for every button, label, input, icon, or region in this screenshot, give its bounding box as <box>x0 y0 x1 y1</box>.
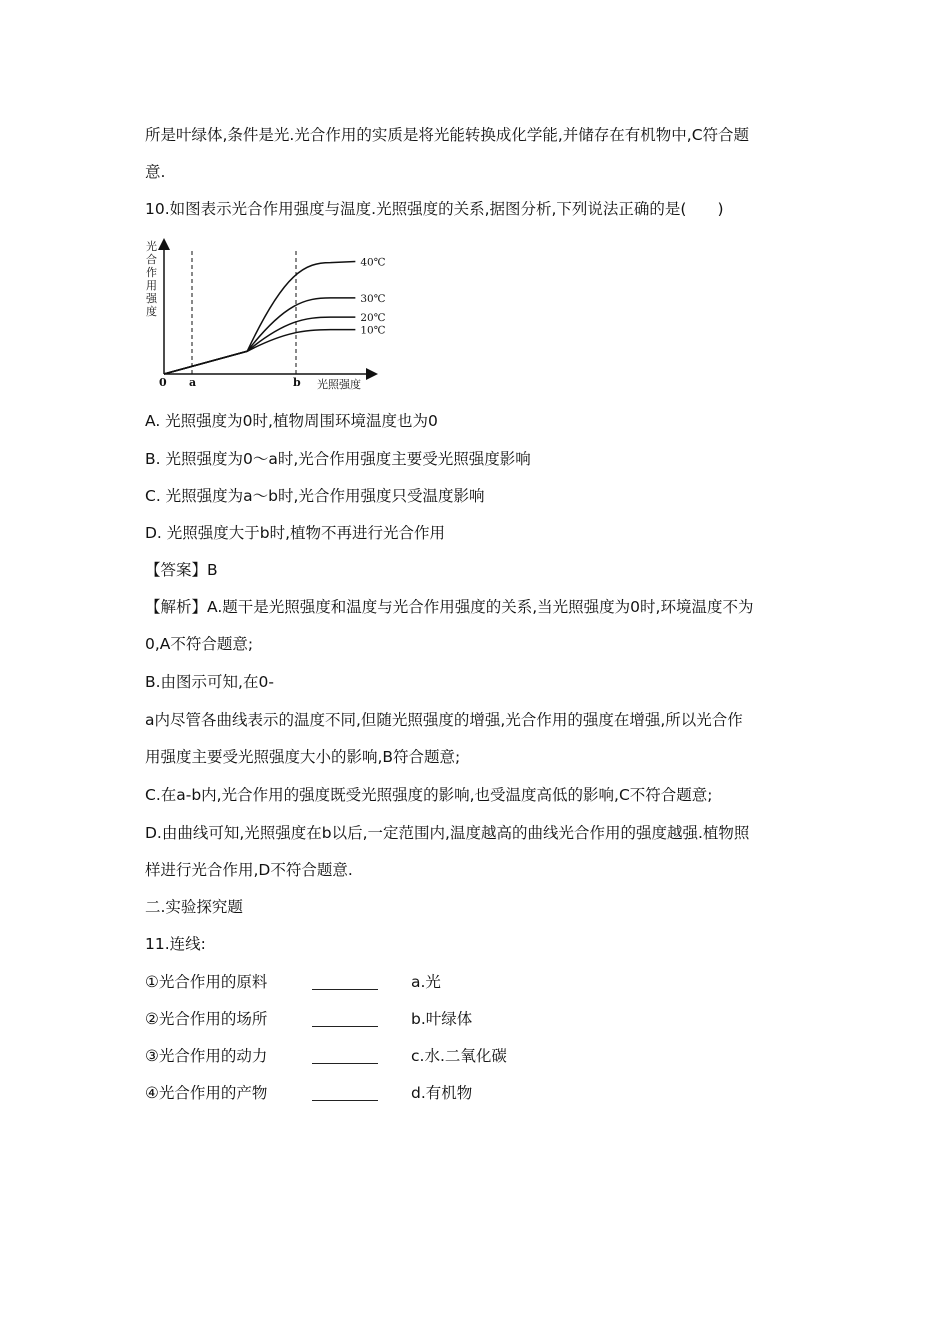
match-right-2: b.叶绿体 <box>411 1010 473 1028</box>
match-left-4: ④光合作用的产物 <box>145 1084 268 1102</box>
option-b: B. 光照强度为0～a时,光合作用强度主要受光照强度影响 <box>145 450 531 468</box>
intro-line-1: 所是叶绿体,条件是光.光合作用的实质是将光能转换成化学能,并储存在有机物中,C符合题 <box>145 126 750 144</box>
option-c: C. 光照强度为a～b时,光合作用强度只受温度影响 <box>145 487 485 505</box>
match-right-1: a.光 <box>411 973 441 991</box>
x-tick-b: b <box>293 376 301 389</box>
origin-label: 0 <box>159 376 167 389</box>
series-label-10℃: 10℃ <box>360 324 386 337</box>
photosynthesis-chart <box>140 236 386 392</box>
question-11-stem: 11.连线: <box>145 935 206 953</box>
analysis-line-6: C.在a-b内,光合作用的强度既受光照强度的影响,也受温度高低的影响,C不符合题意; <box>145 786 713 804</box>
series-label-30℃: 30℃ <box>360 292 386 305</box>
analysis-line-3: B.由图示可知,在0- <box>145 673 274 691</box>
option-d: D. 光照强度大于b时,植物不再进行光合作用 <box>145 524 446 542</box>
intro-line-2: 意. <box>145 163 166 181</box>
match-left-1: ①光合作用的原料 <box>145 973 268 991</box>
question-10-stem: 10.如图表示光合作用强度与温度.光照强度的关系,据图分析,下列说法正确的是( ) <box>145 200 724 218</box>
svg-text:光合作用强度: 光合作用强度 <box>146 240 157 318</box>
y-axis-label <box>146 239 158 318</box>
match-blank-3 <box>312 1062 378 1064</box>
match-blank-1 <box>312 988 378 990</box>
match-blank-2 <box>312 1025 378 1027</box>
answer: 【答案】B <box>145 561 218 579</box>
match-right-4: d.有机物 <box>411 1084 473 1102</box>
analysis-line-1: 【解析】A.题干是光照强度和温度与光合作用强度的关系,当光照强度为0时,环境温度不为 <box>145 598 754 616</box>
analysis-line-5: 用强度主要受光照强度大小的影响,B符合题意; <box>145 748 461 766</box>
match-left-2: ②光合作用的场所 <box>145 1010 268 1028</box>
curve-30℃ <box>164 298 355 374</box>
analysis-line-4: a内尽管各曲线表示的温度不同,但随光照强度的增强,光合作用的强度在增强,所以光合作 <box>145 711 743 729</box>
match-right-3: c.水.二氧化碳 <box>411 1047 507 1065</box>
analysis-line-2: 0,A不符合题意; <box>145 635 254 653</box>
analysis-line-7: D.由曲线可知,光照强度在b以后,一定范围内,温度越高的曲线光合作用的强度越强.植物照 <box>145 824 750 842</box>
series-label-20℃: 20℃ <box>360 312 386 325</box>
series-label-40℃: 40℃ <box>360 256 386 269</box>
match-blank-4 <box>312 1099 378 1101</box>
x-axis-label: 光照强度 <box>317 378 361 391</box>
x-tick-a: a <box>189 376 197 389</box>
analysis-line-8: 样进行光合作用,D不符合题意. <box>145 861 353 879</box>
section-2-title: 二.实验探究题 <box>145 898 243 916</box>
match-left-3: ③光合作用的动力 <box>145 1047 268 1065</box>
option-a: A. 光照强度为0时,植物周围环境温度也为0 <box>145 412 438 430</box>
